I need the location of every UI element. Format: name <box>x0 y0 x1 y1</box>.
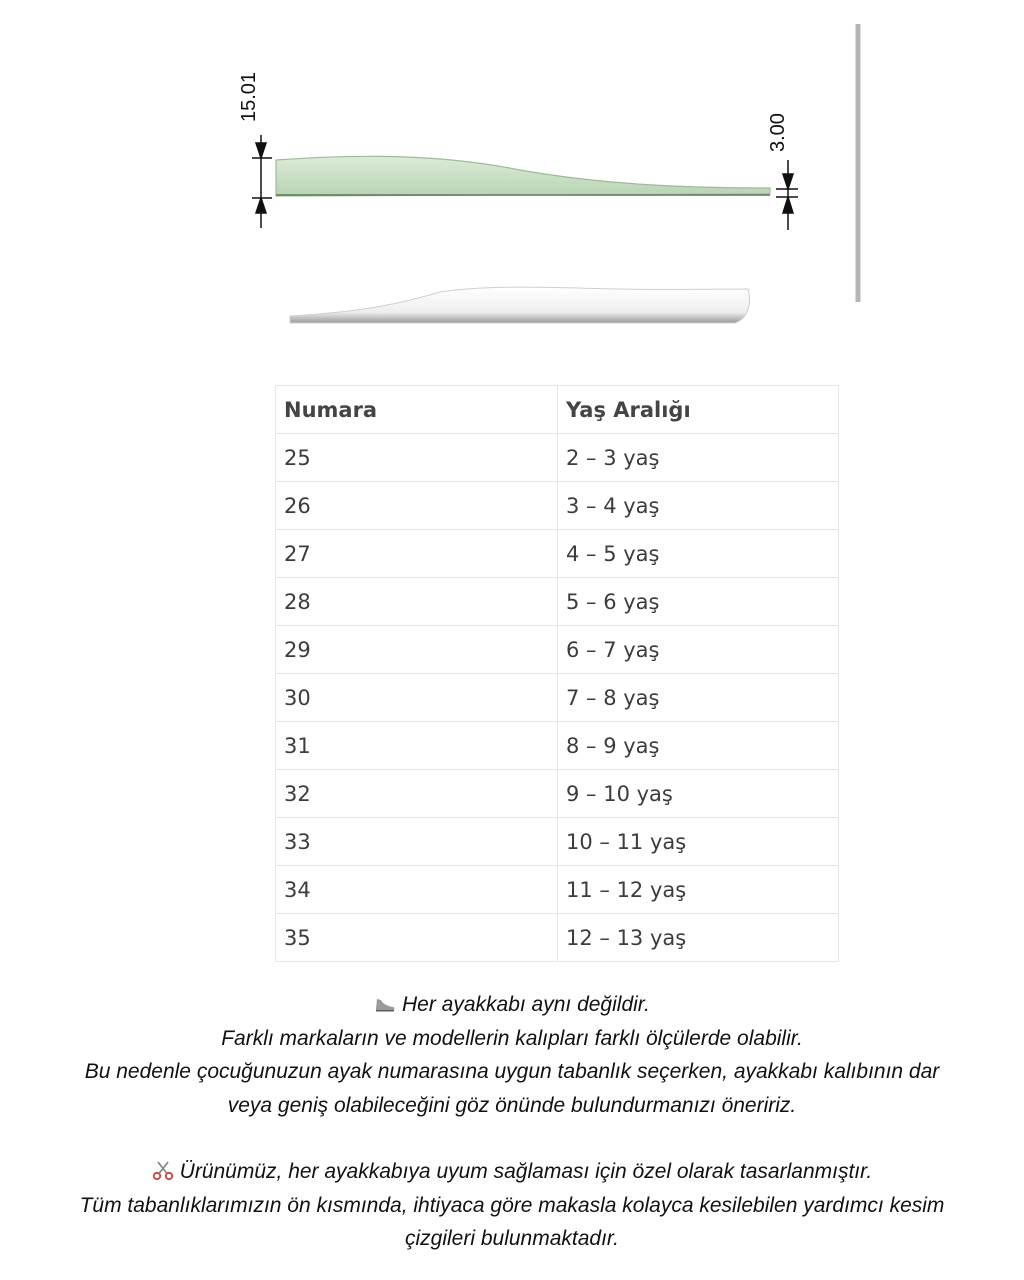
size-cell: 32 <box>276 770 558 818</box>
table-row <box>276 626 839 674</box>
table-row <box>276 914 839 962</box>
size-cell: 29 <box>276 626 558 674</box>
size-cell: 35 <box>276 914 558 962</box>
size-cell: 25 <box>276 434 558 482</box>
age-cell: 4 – 5 yaş <box>558 530 839 578</box>
heel-height-label: 15.01 <box>238 71 260 122</box>
note2-text-0: Ürünümüz, her ayakkabıya uyum sağlaması için özel olarak tasarlanmıştır. <box>179 1160 873 1183</box>
table-row <box>276 530 839 578</box>
note2-text-2: çizgileri bulunmaktadır. <box>405 1227 619 1250</box>
size-cell: 31 <box>276 722 558 770</box>
size-cell: 33 <box>276 818 558 866</box>
table-header-row <box>276 386 839 434</box>
insole-mirrored-view <box>290 287 749 323</box>
age-cell: 3 – 4 yaş <box>558 482 839 530</box>
table-row <box>276 482 839 530</box>
table-row <box>276 770 839 818</box>
size-cell: 30 <box>276 674 558 722</box>
toe-dimension <box>776 160 798 230</box>
age-cell: 2 – 3 yaş <box>558 434 839 482</box>
note2-text-1: Tüm tabanlıklarımızın ön kısmında, ihtiyaca göre makasla kolayca kesilebilen yardımcı kesim <box>79 1193 945 1217</box>
table-row <box>276 674 839 722</box>
size-cell: 26 <box>276 482 558 530</box>
note1-text-1: Farklı markaların ve modellerin kalıpları farklı ölçülerde olabilir. <box>221 1026 803 1050</box>
table-row <box>276 866 839 914</box>
size-cell: 34 <box>276 866 558 914</box>
column-header-age: Yaş Aralığı <box>558 386 839 434</box>
table-row <box>276 722 839 770</box>
notes-section <box>0 988 1024 1256</box>
note1-text-3: veya geniş olabileceğini göz önünde bulundurmanızı öneririz. <box>227 1093 797 1117</box>
age-cell: 6 – 7 yaş <box>558 626 839 674</box>
age-cell: 10 – 11 yaş <box>558 818 839 866</box>
shoe-icon <box>374 995 396 1013</box>
age-cell: 12 – 13 yaş <box>558 914 839 962</box>
note1-text-2: Bu nedenle çocuğunuzun ayak numarasına uygun tabanlık seçerken, ayakkabı kalıbının dar <box>84 1060 940 1083</box>
column-header-size: Numara <box>276 386 558 434</box>
age-cell: 9 – 10 yaş <box>558 770 839 818</box>
age-cell: 11 – 12 yaş <box>558 866 839 914</box>
scissors-icon <box>152 1161 174 1181</box>
note1-line <box>0 988 1024 1022</box>
table-row <box>276 578 839 626</box>
age-cell: 7 – 8 yaş <box>558 674 839 722</box>
insole-side-view <box>276 156 770 196</box>
insole-diagram <box>0 0 1024 360</box>
age-cell: 8 – 9 yaş <box>558 722 839 770</box>
toe-height-label: 3.00 <box>767 113 789 152</box>
table-row <box>276 818 839 866</box>
note1-text-0: Her ayakkabı aynı değildir. <box>401 993 650 1016</box>
size-cell: 27 <box>276 530 558 578</box>
size-age-table <box>275 385 839 962</box>
size-cell: 28 <box>276 578 558 626</box>
table-row <box>276 434 839 482</box>
heel-dimension <box>252 135 272 228</box>
note2-line <box>0 1155 1024 1189</box>
age-cell: 5 – 6 yaş <box>558 578 839 626</box>
